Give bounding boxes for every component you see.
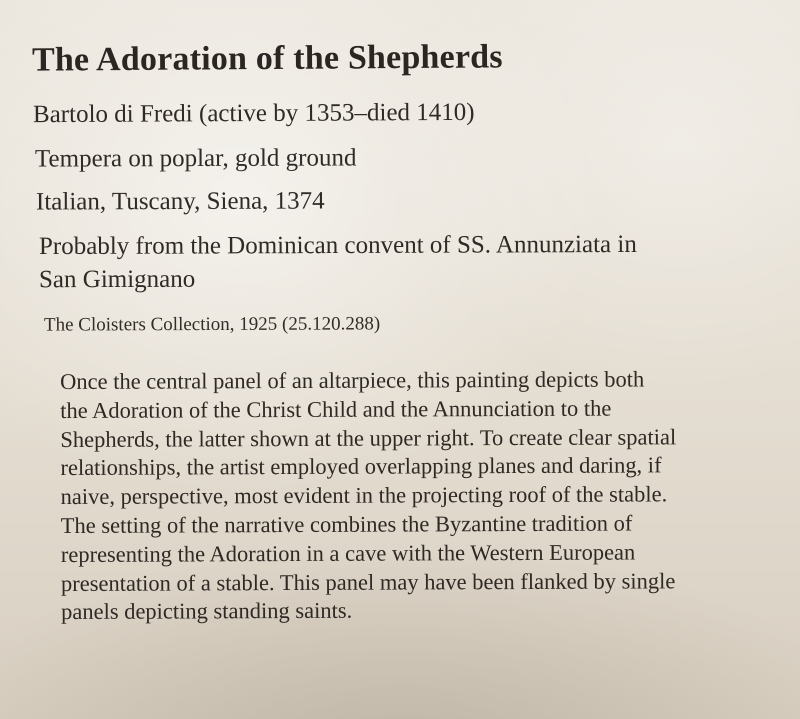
provenance-line-2: San Gimignano [38,265,196,294]
description-line: presentation of a stable. This panel may have been flanked by single [60,567,676,596]
description-line: the Adoration of the Christ Child and the Annunciation to the [60,395,612,423]
medium-line: Tempera on poplar, gold ground [34,144,357,173]
description-line: Once the central panel of an altarpiece, this painting depicts both [60,366,645,394]
artist-line: Bartolo di Fredi (active by 1353–died 1410) [32,98,475,129]
provenance-line-1: Probably from the Dominican convent of SS. Annunziata in [38,230,637,261]
description-line: representing the Adoration in a cave with the Western European [60,539,636,567]
description-line: naive, perspective, most evident in the projecting roof of the stable. [60,481,668,510]
description-line: panels depicting standing saints. [61,598,353,625]
description-line: relationships, the artist employed overlapping planes and daring, if [60,452,662,481]
origin-line: Italian, Tuscany, Siena, 1374 [35,187,325,216]
description-paragraph [60,365,781,627]
description-line: The setting of the narrative combines the Byzantine tradition of [60,510,633,538]
artwork-title: The Adoration of the Shepherds [31,38,503,79]
credit-line: The Cloisters Collection, 1925 (25.120.288) [43,313,381,336]
description-line: Shepherds, the latter shown at the upper right. To create clear spatial [60,423,677,452]
